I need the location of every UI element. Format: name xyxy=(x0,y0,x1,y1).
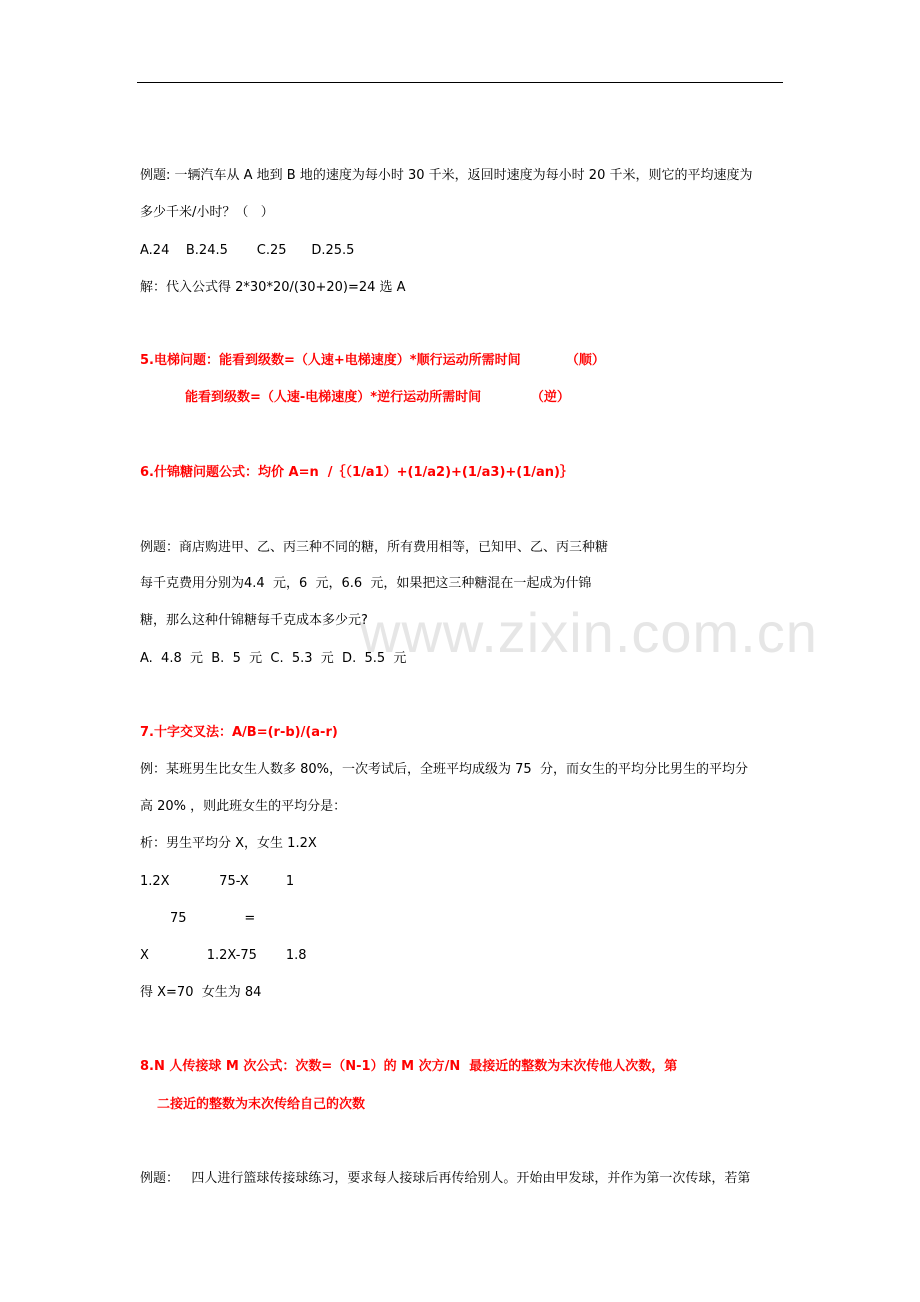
example-car-question-line1: 例题: 一辆汽车从 A 地到 B 地的速度为每小时 30 千米，返回时速度为每小时 20 千米，则它的平均速度为 xyxy=(140,168,753,183)
example-car-options: A.24 B.24.5 C.25 D.25.5 xyxy=(140,243,355,258)
cross-row-2: 75 = xyxy=(170,911,256,926)
example-car-question-line2: 多少千米/小时？（ ） xyxy=(140,205,274,220)
example-candy-line2: 每千克费用分别为4.4 元，6 元，6.6 元，如果把这三种糖混在一起成为什锦 xyxy=(140,576,592,591)
watermark: www.zixin.com.cn xyxy=(360,601,818,664)
section-7-heading: 7.十字交叉法：A/B=(r-b)/(a-r) xyxy=(140,725,338,740)
cross-row-1: 1.2X 75-X 1 xyxy=(140,874,295,889)
example-candy-options: A. 4.8 元 B. 5 元 C. 5.3 元 D. 5.5 元 xyxy=(140,651,407,666)
header-rule xyxy=(137,82,783,83)
example-car-solution: 解：代入公式得 2*30*20/(30+20)=24 选 A xyxy=(140,280,406,295)
example-class-line1: 例：某班男生比女生人数多 80%，一次考试后，全班平均成级为 75 分，而女生的平均分比男生的平均分 xyxy=(140,762,748,777)
section-8-heading-line1: 8.N 人传接球 M 次公式：次数=（N-1）的 M 次方/N 最接近的整数为末次传他人次数，第 xyxy=(140,1059,678,1074)
analysis-line: 析：男生平均分 X，女生 1.2X xyxy=(140,836,317,851)
example-basketball-line1: 例题： 四人进行篮球传接球练习，要求每人接球后再传给别人。开始由甲发球，并作为第一次传球，若第 xyxy=(140,1171,751,1186)
section-5-formula-2: 能看到级数=（人速-电梯速度）*逆行运动所需时间 （逆） xyxy=(185,390,570,405)
section-5-heading: 5.电梯问题：能看到级数=（人速+电梯速度）*顺行运动所需时间 （顺） xyxy=(140,353,605,368)
cross-result: 得 X=70 女生为 84 xyxy=(140,985,262,1000)
example-candy-line3: 糖，那么这种什锦糖每千克成本多少元? xyxy=(140,613,368,628)
section-6-heading: 6.什锦糖问题公式：均价 A=n /｛（1/a1）+(1/a2)+(1/a3)+(1/an)｝ xyxy=(140,465,573,480)
section-8-heading-line2: 二接近的整数为末次传给自己的次数 xyxy=(157,1097,366,1112)
cross-row-3: X 1.2X-75 1.8 xyxy=(140,948,307,963)
example-candy-line1: 例题：商店购进甲、乙、丙三种不同的糖，所有费用相等，已知甲、乙、丙三种糖 xyxy=(140,540,609,555)
example-class-line2: 高 20% ，则此班女生的平均分是： xyxy=(140,799,347,814)
